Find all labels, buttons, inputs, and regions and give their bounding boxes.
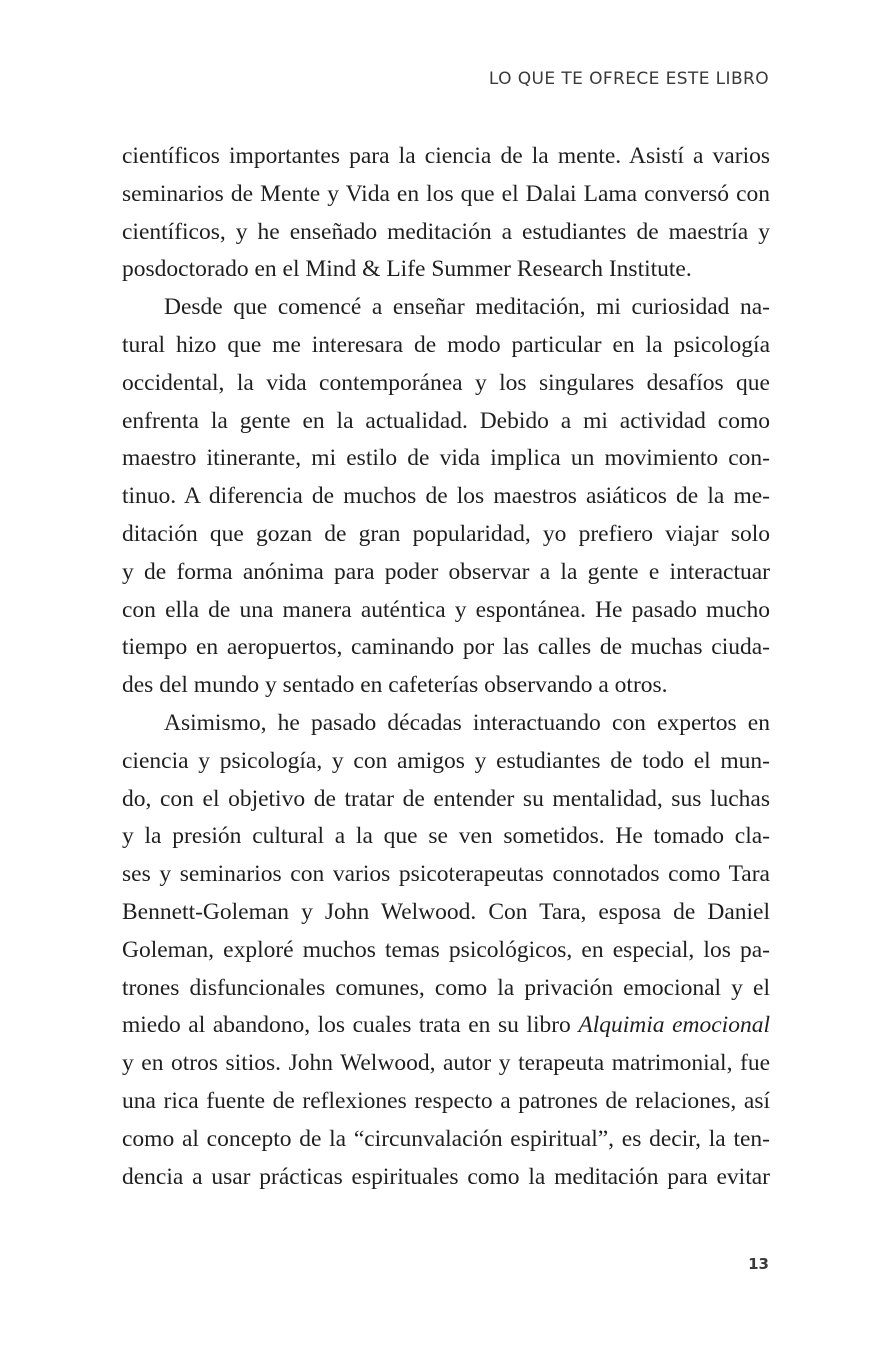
text-line: ditación que gozan de gran popularidad, yo prefiero viajar solo: [122, 520, 770, 547]
paragraph-first-line: Asimismo, he pasado décadas interactuando con expertos en: [164, 709, 770, 736]
book-title: Alquimia emocional: [578, 1012, 770, 1039]
body-text: [122, 138, 770, 1196]
text-line: posdoctorado en el Mind & Life Summer Research Institute.: [122, 256, 692, 283]
page-number: 13: [748, 1255, 769, 1273]
text-line: maestro itinerante, mi estilo de vida implica un movimiento con-: [122, 445, 770, 472]
text-line: y de forma anónima para poder observar a la gente e interactuar: [122, 558, 770, 585]
text-line: enfrenta la gente en la actualidad. Debido a mi actividad como: [122, 407, 770, 434]
text-line: ses y seminarios con varios psicoterapeutas connotados como Tara: [122, 861, 770, 888]
text-line: con ella de una manera auténtica y espontánea. He pasado mucho: [122, 596, 770, 623]
text-line: una rica fuente de reflexiones respecto a patrones de relaciones, así: [122, 1087, 770, 1114]
text-line: como al concepto de la “circunvalación espiritual”, es decir, la ten-: [122, 1125, 770, 1152]
text-line: Bennett-Goleman y John Welwood. Con Tara, esposa de Daniel: [122, 898, 770, 925]
text-line: tiempo en aeropuertos, caminando por las calles de muchas ciuda-: [122, 634, 770, 661]
text-line: científicos importantes para la ciencia de la mente. Asistí a varios: [122, 143, 770, 169]
text-line: [122, 1007, 770, 1045]
text-line: trones disfuncionales comunes, como la privación emocional y el: [122, 974, 770, 1001]
text-line: tinuo. A diferencia de muchos de los maestros asiáticos de la me-: [122, 483, 770, 510]
text-line: Goleman, exploré muchos temas psicológicos, en especial, los pa-: [122, 936, 770, 963]
text-line: do, con el objetivo de tratar de entender su mentalidad, sus luchas: [122, 785, 770, 812]
text-line: des del mundo y sentado en cafeterías observando a otros.: [122, 672, 668, 699]
text-line: y en otros sitios. John Welwood, autor y terapeuta matrimonial, fue: [122, 1050, 770, 1077]
text-line: ciencia y psicología, y con amigos y estudiantes de todo el mun-: [122, 747, 770, 774]
text-line: científicos, y he enseñado meditación a estudiantes de maestría y: [122, 218, 770, 245]
text-line-prefix: miedo al abandono, los cuales trata en su libro: [122, 1012, 579, 1039]
text-line: seminarios de Mente y Vida en los que el Dalai Lama conversó con: [122, 180, 770, 207]
text-line: dencia a usar prácticas espirituales como la meditación para evitar: [122, 1163, 770, 1190]
text-line: tural hizo que me interesara de modo particular en la psicología: [122, 331, 770, 358]
text-line: occidental, la vida contemporánea y los singulares desafíos que: [122, 369, 770, 396]
text-line: y la presión cultural a la que se ven sometidos. He tomado cla-: [122, 823, 770, 850]
running-header: LO QUE TE OFRECE ESTE LIBRO: [488, 69, 769, 89]
paragraph-first-line: Desde que comencé a enseñar meditación, mi curiosidad na-: [164, 294, 770, 321]
